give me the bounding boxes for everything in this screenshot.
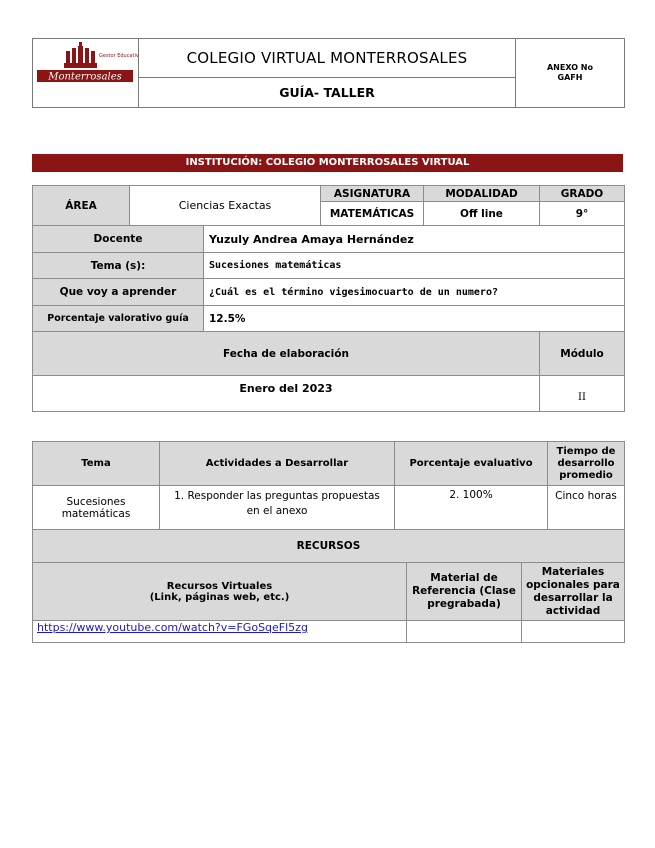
annex-code [516, 39, 625, 108]
guide-title: GUÍA- TALLER [139, 78, 516, 108]
row-activity: 1. Responder las preguntas propuestas en el anexo [160, 486, 395, 530]
reference-material-header: Material de Referencia (Clase pregrabada) [407, 563, 522, 621]
optional-material-cell [522, 621, 625, 643]
info-table [32, 185, 625, 412]
document-header [32, 38, 625, 108]
topic-label: Tema (s): [33, 253, 204, 279]
virtual-resources-label: Recursos Virtuales [166, 580, 273, 592]
virtual-resources-header [33, 563, 407, 621]
annex-line-2: GAFH [557, 73, 583, 82]
learn-value: ¿Cuál es el término vigesimocuarto de un numero? [204, 279, 625, 306]
learn-label: Que voy a aprender [33, 279, 204, 306]
row-time: Cinco horas [548, 486, 625, 530]
teacher-value: Yuzuly Andrea Amaya Hernández [204, 226, 625, 253]
virtual-resources-sub: (Link, páginas web, etc.) [149, 591, 290, 603]
grade-value: 9° [540, 202, 625, 226]
institution-banner: INSTITUCIÓN: COLEGIO MONTERROSALES VIRTUAL [32, 154, 623, 172]
area-value: Ciencias Exactas [130, 186, 321, 226]
activities-table [32, 441, 625, 530]
video-link[interactable]: https://www.youtube.com/watch?v=FGoSqeFl5zg [37, 621, 308, 634]
subject-label: ASIGNATURA [321, 186, 424, 202]
date-label: Fecha de elaboración [33, 332, 540, 376]
row-topic: Sucesiones matemáticas [33, 486, 160, 530]
percent-value: 12.5% [204, 306, 625, 332]
area-label: ÁREA [33, 186, 130, 226]
video-link-cell [33, 621, 407, 643]
col-time-header: Tiempo de desarrollo promedio [548, 442, 625, 486]
percent-label: Porcentaje valorativo guía [33, 306, 204, 332]
annex-line-1: ANEXO No [546, 63, 593, 72]
subject-value: MATEMÁTICAS [321, 202, 424, 226]
date-value: Enero del 2023 [33, 376, 540, 412]
resources-title: RECURSOS [33, 530, 625, 563]
svg-text:Monterrosales: Monterrosales [48, 71, 122, 83]
module-label: Módulo [540, 332, 625, 376]
school-logo [33, 39, 138, 107]
col-percent-header: Porcentaje evaluativo [395, 442, 548, 486]
reference-material-cell [407, 621, 522, 643]
topic-value: Sucesiones matemáticas [204, 253, 625, 279]
module-value: II [540, 376, 625, 412]
castle-logo-icon [33, 39, 139, 107]
resources-table [32, 529, 625, 643]
mode-label: MODALIDAD [424, 186, 540, 202]
logo-cell [33, 39, 139, 108]
mode-value: Off line [424, 202, 540, 226]
school-name: COLEGIO VIRTUAL MONTERROSALES [139, 39, 516, 78]
teacher-label: Docente [33, 226, 204, 253]
svg-text:Gestor Educativo: Gestor Educativo [99, 53, 139, 59]
row-percent: 2. 100% [395, 486, 548, 530]
optional-material-header: Materiales opcionales para desarrollar la actividad [522, 563, 625, 621]
grade-label: GRADO [540, 186, 625, 202]
col-activities-header: Actividades a Desarrollar [160, 442, 395, 486]
col-topic-header: Tema [33, 442, 160, 486]
